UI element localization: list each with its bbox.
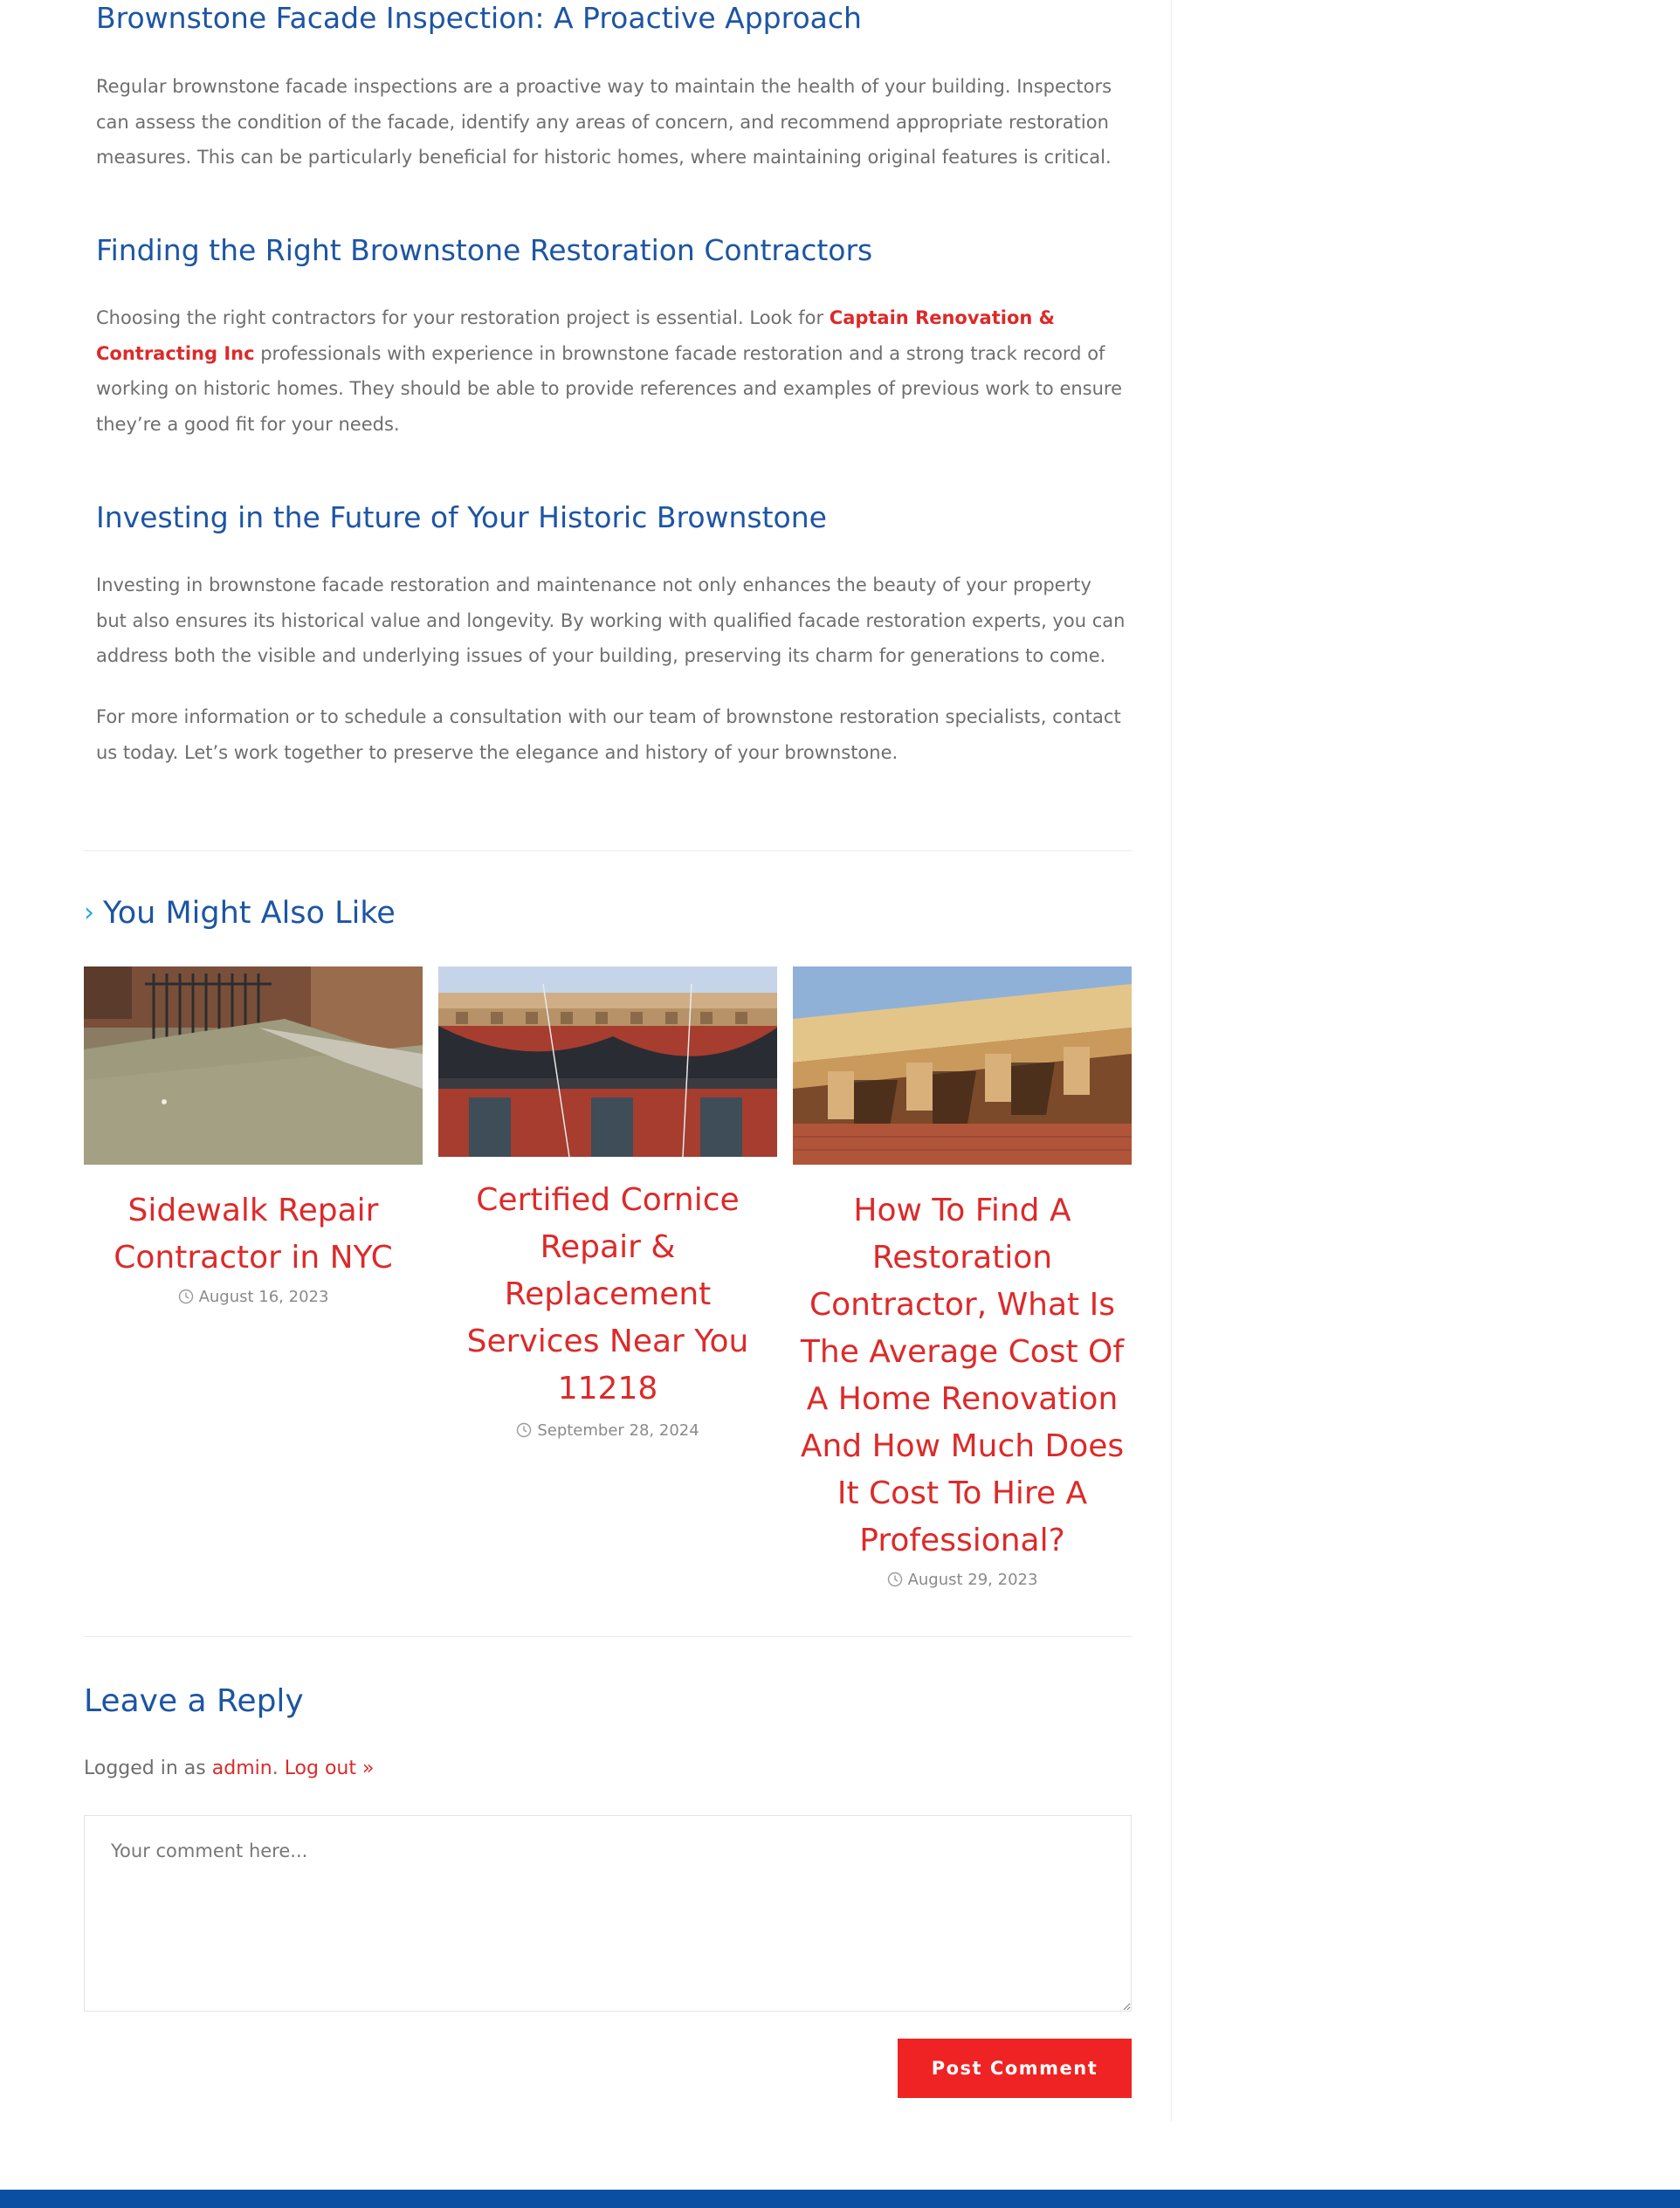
related-post-card bbox=[438, 966, 777, 1441]
post-thumbnail[interactable] bbox=[793, 966, 1132, 1168]
clock-icon bbox=[887, 1572, 903, 1587]
footer-bar bbox=[0, 2190, 1680, 2208]
sidebar-divider bbox=[1171, 0, 1172, 2122]
related-posts-title bbox=[84, 893, 396, 933]
reply-title: Leave a Reply bbox=[84, 1683, 304, 1719]
post-date-text: August 29, 2023 bbox=[907, 1571, 1038, 1589]
section-paragraph: Investing in brownstone facade restoration and maintenance not only enhances the beauty of your property but also ensures its historical value and longevity. By working with qualified facade restoration experts, you can address both the visible and underlying issues of your building, preserving its charm for generations to come. bbox=[96, 574, 1126, 666]
post-date-text: September 28, 2024 bbox=[537, 1421, 699, 1440]
related-post-card bbox=[793, 966, 1132, 1591]
post-title[interactable] bbox=[84, 1187, 423, 1282]
cornice-detail-photo bbox=[793, 966, 1132, 1165]
paragraph-text: Choosing the right contractors for your restoration project is essential. Look for bbox=[96, 307, 830, 328]
section-paragraph bbox=[96, 300, 1126, 442]
post-date bbox=[84, 1287, 423, 1308]
logged-in-prefix: Logged in as bbox=[84, 1757, 212, 1779]
post-title-link[interactable]: Certified Cornice Repair & Replacement Services Near You 11218 bbox=[466, 1182, 749, 1407]
clock-icon bbox=[178, 1289, 194, 1304]
related-title-text: You Might Also Like bbox=[103, 896, 396, 931]
sidewalk-photo bbox=[84, 966, 423, 1165]
post-title[interactable] bbox=[438, 1177, 777, 1413]
chevron-right-icon: › bbox=[84, 898, 94, 928]
section-paragraph: For more information or to schedule a consultation with our team of brownstone restoration specialists, contact us today. Let’s work together to preserve the elegance and history of your brownstone. bbox=[96, 706, 1121, 763]
contractor-link[interactable]: Captain Renovation & Contracting Inc bbox=[96, 307, 1055, 364]
section-heading: Brownstone Facade Inspection: A Proactive Approach bbox=[96, 1, 862, 35]
user-link[interactable]: admin bbox=[211, 1757, 272, 1779]
section-paragraph: Regular brownstone facade inspections are a proactive way to maintain the health of your building. Inspectors can assess the condition of the facade, identify any areas of concern, and recommend appropriate restoration measures. This can be particularly beneficial for historic homes, where maintaining original features is critical. bbox=[96, 76, 1112, 168]
comment-textarea[interactable] bbox=[84, 1815, 1132, 2012]
cornice-photo bbox=[438, 966, 777, 1157]
divider bbox=[84, 1636, 1132, 1637]
divider bbox=[84, 850, 1132, 851]
post-thumbnail[interactable] bbox=[438, 966, 777, 1160]
post-title[interactable] bbox=[793, 1187, 1132, 1565]
post-title-link[interactable]: Sidewalk Repair Contractor in NYC bbox=[114, 1193, 393, 1276]
post-comment-button[interactable]: Post Comment bbox=[898, 2039, 1132, 2098]
post-date bbox=[438, 1420, 777, 1441]
logged-in-notice: Logged in as admin. Log out » bbox=[84, 1757, 375, 1779]
post-thumbnail[interactable] bbox=[84, 966, 423, 1168]
post-title-link[interactable]: How To Find A Restoration Contractor, What Is The Average Cost Of A Home Renovation And How Much Does It Cost To Hire A Professional? bbox=[800, 1193, 1125, 1558]
section-heading: Finding the Right Brownstone Restoration Contractors bbox=[96, 233, 873, 267]
related-post-card bbox=[84, 966, 423, 1308]
logout-link[interactable]: Log out » bbox=[284, 1757, 375, 1779]
paragraph-text: professionals with experience in brownstone facade restoration and a strong track record of working on historic homes. They should be able to provide references and examples of previous work to ensure they’re a good fit for your needs. bbox=[96, 342, 1123, 435]
post-date bbox=[793, 1570, 1132, 1591]
section-heading: Investing in the Future of Your Historic Brownstone bbox=[96, 500, 827, 534]
clock-icon bbox=[516, 1422, 532, 1438]
post-date-text: August 16, 2023 bbox=[198, 1288, 329, 1306]
